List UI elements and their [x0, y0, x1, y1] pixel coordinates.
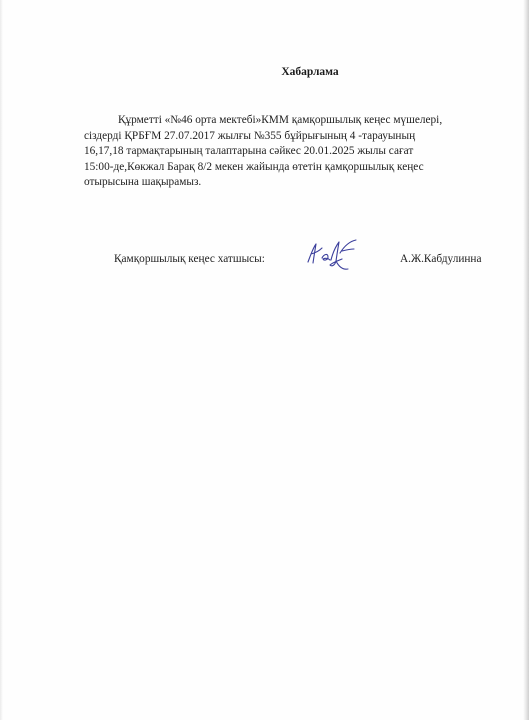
page-shadow-right [523, 0, 529, 720]
handwritten-signature [302, 236, 364, 274]
body-line: отырысына шақырамыз. [84, 176, 202, 189]
body-line: 16,17,18 тармақтарының талаптарына сәйкес 20.01.2025 жылы сағат [84, 145, 414, 158]
body-line: Құрметті «№46 орта мектебі»КММ қамқоршылық кеңес мүшелері, [118, 114, 443, 126]
page-shadow-left [0, 0, 3, 720]
document-title: Хабарлама [281, 66, 339, 78]
body-line: сіздерді ҚРБҒМ 27.07.2017 жылғы №355 бұйрығының 4 -тарауының [84, 129, 416, 142]
body-line: 15:00-де,Көкжал Барақ 8/2 мекен жайында өтетін қамқоршылық кеңес [84, 160, 424, 173]
notice-body [84, 113, 504, 191]
signatory-name: А.Ж.Кабдулинна [400, 253, 482, 265]
signature-label: Қамқоршылық кеңес хатшысы: [114, 253, 265, 265]
